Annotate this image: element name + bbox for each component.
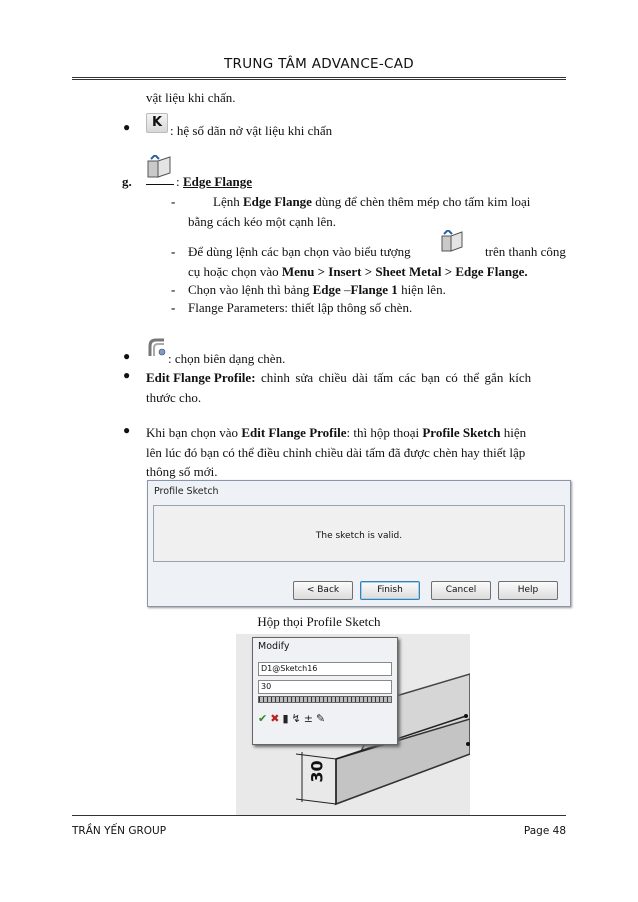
item-line-cont: bằng cách kéo một cạnh lên. [188,214,336,229]
bullet-text-cont: thước cho. [146,390,202,405]
profile-sketch-icon [146,336,170,360]
bullet-text: : chọn biên dạng chèn. [168,351,286,366]
menu-path: Menu > Insert > Sheet Metal > Edge Flange. [281,264,528,279]
item-text: dùng để chèn thêm mép cho tấm kim loại [311,194,531,209]
modify-toolbar [258,712,328,725]
k-factor-text: : hệ số dãn nở vật liệu khi chấn [170,123,333,138]
dash: - [171,194,176,209]
dimension-value-field[interactable]: 30 [258,680,392,694]
thumbwheel-slider[interactable] [258,696,392,703]
paragraph-continuation: vật liệu khi chấn. [146,90,236,105]
page-number: Page 48 [523,825,566,837]
bullet-text-cont: lên lúc đó bạn có thể điều chỉnh chiều dài tấm đã được chèn hay thiết lập [146,445,526,460]
ok-check-icon[interactable]: ✔ [258,712,271,725]
modify-title: Modify [258,641,290,652]
rebuild-icon[interactable]: ▮ [282,712,292,725]
dialog-title: Profile Sketch [154,486,219,497]
k-icon-letter: K [152,115,163,130]
cancel-x-icon[interactable]: ✖ [270,712,283,725]
item-text: Lệnh [213,194,243,209]
item-line: Để dùng lệnh các bạn chọn vào biểu tượng [188,244,411,259]
item-line-cont [188,262,528,282]
bullet-bold: Edit Flange Profile [241,425,347,440]
item-bold: Edge Flange [242,194,312,209]
item-line: Flange Parameters: thiết lập thông số chèn. [188,300,413,315]
icon-underline [146,184,174,185]
bullet-dot: ● [123,423,131,437]
item-line [188,280,446,300]
bullet-text [146,423,526,443]
dialog-message: The sketch is valid. [315,531,403,541]
bullet-dot: ● [123,120,131,134]
help-button[interactable]: Help [498,581,558,600]
item-line [213,192,530,212]
bullet-text-run: chỉnh sửa chiều dài tấm các bạn có thể gắn kích [255,370,532,385]
k-factor-icon [146,113,168,133]
dash: - [171,244,176,259]
bullet-dot: ● [123,349,131,363]
page-header: TRUNG TÂM ADVANCE-CAD [223,56,414,72]
modify-dialog [252,637,398,745]
finish-button[interactable]: Finish [360,581,420,600]
figure-caption: Hộp thọi Profile Sketch [257,614,381,629]
section-label: g. [122,174,132,189]
dash: - [171,282,176,297]
item-line: trên thanh công [485,244,566,259]
footer-rule [72,815,566,816]
item-bold: Flange 1 [350,282,398,297]
mark-dimension-icon[interactable]: ✎ [315,712,329,725]
item-bold: Edge [312,282,341,297]
edge-flange-icon [440,230,466,256]
increment-icon[interactable]: ± [303,712,316,725]
item-text: hiện lên. [397,282,446,297]
bullet-text-run: : thì hộp thoại [346,425,423,440]
back-button[interactable]: < Back [293,581,353,600]
footer-left: TRẦN YẾN GROUP [72,825,167,837]
header-rule [72,77,566,80]
dash: - [171,300,176,315]
bullet-text-cont: thông số mới. [146,464,218,479]
item-text: cụ hoặc chọn vào [188,264,282,279]
bullet-bold: Edit Flange Profile: [146,370,256,385]
dimension-name-field[interactable]: D1@Sketch16 [258,662,392,676]
bullet-dot: ● [123,368,131,382]
section-title: Edge Flange [183,174,252,189]
item-text: Chọn vào lệnh thì bảng [188,282,313,297]
bullet-text-run: Khi bạn chọn vào [146,425,242,440]
profile-sketch-dialog [147,480,571,607]
dialog-message-box [153,505,565,562]
cancel-button[interactable]: Cancel [431,581,491,600]
reverse-sense-icon[interactable]: ↯ [291,712,304,725]
bullet-text [146,368,561,388]
item-text: – [340,282,351,297]
section-separator: : [176,174,180,189]
bullet-bold: Profile Sketch [422,425,501,440]
edge-flange-icon [146,155,174,182]
modify-screenshot [236,634,470,815]
bullet-text-run: hiện [500,425,527,440]
dimension-label: 30 [307,760,327,783]
